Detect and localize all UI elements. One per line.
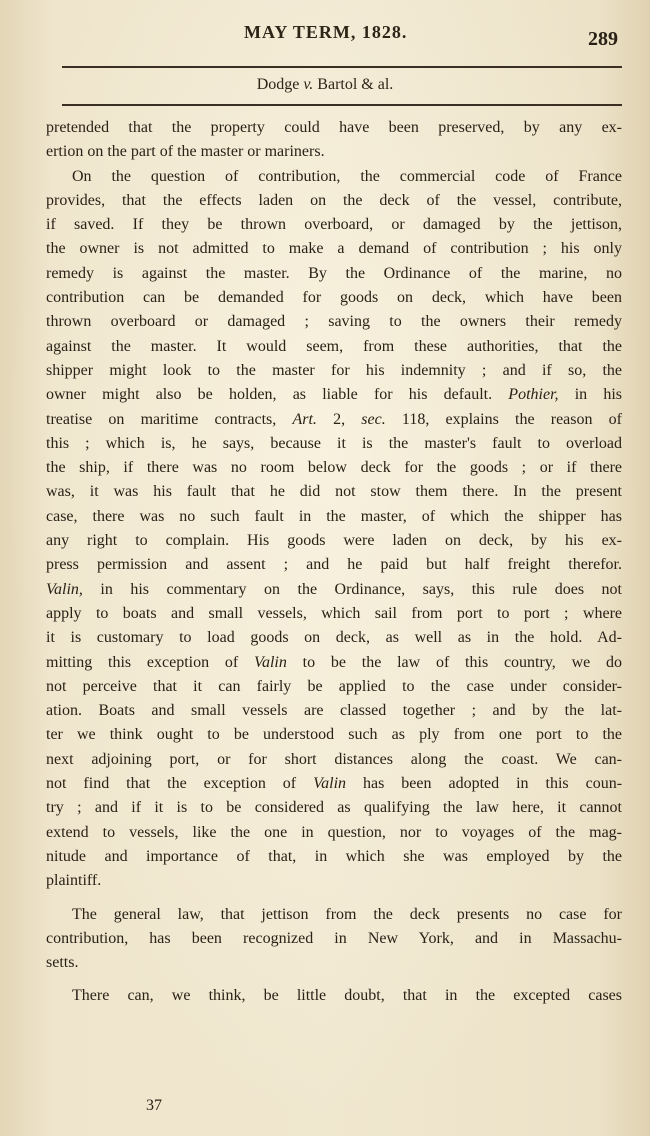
text-segment: in his commentary on the Ordinance, says, this rule does not xyxy=(100,580,622,598)
text-segment: not find that the exception of xyxy=(46,775,297,793)
text-line: not perceive that it can fairly be applied to the case under consider- xyxy=(46,677,622,695)
text-segment: mitting this exception of xyxy=(46,653,239,671)
case-caption xyxy=(0,76,650,94)
paragraph-gap xyxy=(46,975,622,984)
paragraph-gap xyxy=(46,894,622,903)
text-line: ertion on the part of the master or mariners. xyxy=(46,143,325,161)
text-line: against the master. It would seem, from these authorities, that the xyxy=(46,337,622,355)
text-segment: has been adopted in this coun- xyxy=(363,775,622,793)
text-line: press permission and assent ; and he paid but half freight therefor. xyxy=(46,556,622,574)
signature-mark: 37 xyxy=(146,1097,162,1114)
text-line: apply to boats and small vessels, which sail from port to port ; where xyxy=(46,604,622,622)
case-party-plaintiff: Dodge xyxy=(256,76,300,93)
text-line: contribution can be demanded for goods on deck, which have been xyxy=(46,289,622,307)
text-line: ter we think ought to be understood such as ply from one port to the xyxy=(46,726,622,744)
text-line: provides, that the effects laden on the deck of the vessel, contribute, xyxy=(46,191,622,209)
italic-citation: Valin, xyxy=(46,580,83,598)
text-line: There can, we think, be little doubt, that in the excepted cases xyxy=(72,987,622,1005)
text-line xyxy=(46,772,622,796)
text-line: remedy is against the master. By the Ordinance of the marine, no xyxy=(46,264,622,282)
text-line: thrown overboard or damaged ; saving to the owners their remedy xyxy=(46,313,622,331)
running-title: MAY TERM, 1828. xyxy=(244,22,408,42)
text-line: the ship, if there was no room below deck for the goods ; or if there xyxy=(46,459,622,477)
text-line: this ; which is, he says, because it is the master's fault to overload xyxy=(46,434,622,452)
body-text xyxy=(46,116,622,1009)
text-line: ation. Boats and small vessels are classed together ; and by the lat- xyxy=(46,702,622,720)
text-line: contribution, has been recognized in New York, and in Massachu- xyxy=(46,929,622,947)
text-segment: 118, explains the reason of xyxy=(401,410,622,428)
text-line: plaintiff. xyxy=(46,872,102,890)
italic-citation: Valin xyxy=(313,775,347,793)
page-number: 289 xyxy=(588,28,618,50)
text-line xyxy=(46,651,622,675)
text-line: The general law, that jettison from the deck presents no case for xyxy=(72,905,622,923)
text-line: the owner is not admitted to make a demand of contribution ; his only xyxy=(46,240,622,258)
italic-citation: sec. xyxy=(361,410,386,428)
case-party-defendant: Bartol & al. xyxy=(317,76,394,93)
text-line: any right to complain. His goods were laden on deck, by his ex- xyxy=(46,532,622,550)
header-rule-top xyxy=(62,66,622,68)
text-line: try ; and if it is to be considered as qualifying the law here, it cannot xyxy=(46,799,622,817)
text-line: On the question of contribution, the commercial code of France xyxy=(72,167,622,185)
case-versus: v. xyxy=(303,76,314,93)
text-line: case, there was no such fault in the master, of which the shipper has xyxy=(46,507,622,525)
text-line: next adjoining port, or for short distances along the coast. We can- xyxy=(46,750,622,768)
text-line: extend to vessels, like the one in question, nor to voyages of the mag- xyxy=(46,823,622,841)
text-segment: to be the law of this country, we do xyxy=(302,653,622,671)
running-head xyxy=(0,20,650,50)
text-segment: 2, xyxy=(333,410,346,428)
text-segment: in his xyxy=(574,386,622,404)
text-segment: owner might also be holden, as liable for his default. xyxy=(46,386,493,404)
header-rule-bottom xyxy=(62,104,622,106)
text-line xyxy=(46,408,622,432)
text-line: shipper might look to the master for his indemnity ; and if so, the xyxy=(46,361,622,379)
text-line: pretended that the property could have been preserved, by any ex- xyxy=(46,119,622,136)
text-line xyxy=(46,383,622,407)
italic-citation: Art. xyxy=(292,410,317,428)
italic-citation: Pothier, xyxy=(508,386,559,404)
text-line: it is customary to load goods on deck, as well as in the hold. Ad- xyxy=(46,629,622,647)
text-line: nitude and importance of that, in which she was employed by the xyxy=(46,847,622,865)
text-line: setts. xyxy=(46,954,79,972)
text-line xyxy=(46,578,622,602)
text-line: was, it was his fault that he did not stow them there. In the present xyxy=(46,483,622,501)
text-segment: treatise on maritime contracts, xyxy=(46,410,277,428)
italic-citation: Valin xyxy=(253,653,287,671)
text-line: if saved. If they be thrown overboard, or damaged by the jettison, xyxy=(46,216,622,234)
